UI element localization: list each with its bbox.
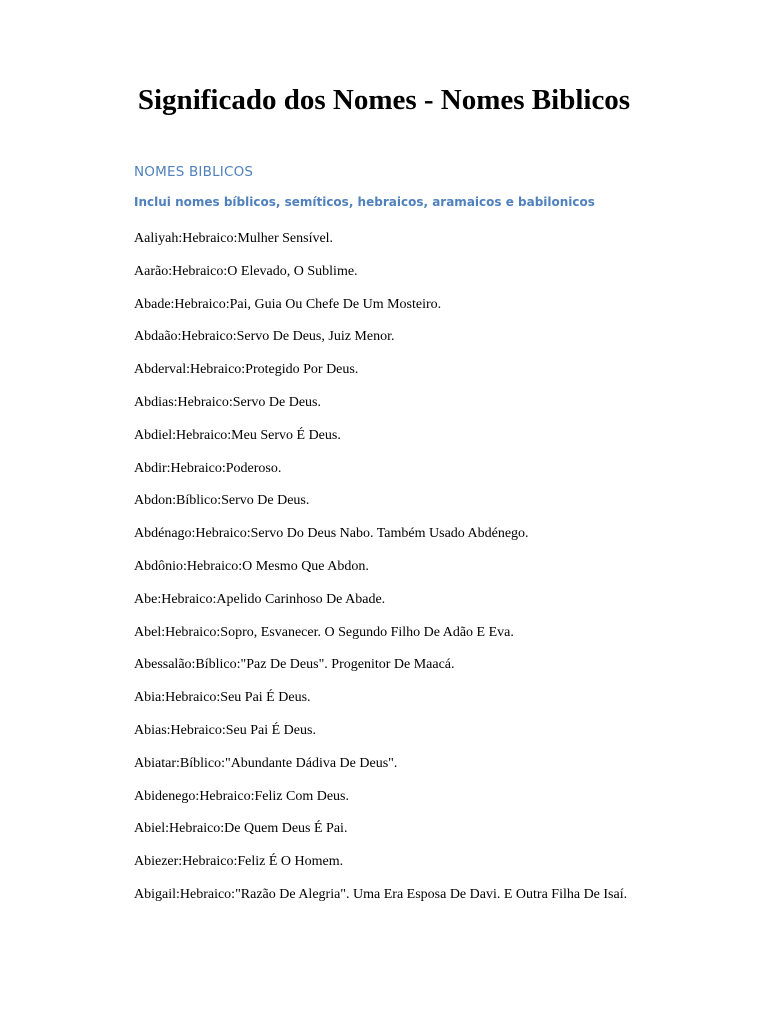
name-entry: Abdiel:Hebraico:Meu Servo É Deus. bbox=[134, 427, 341, 443]
name-entry: Abias:Hebraico:Seu Pai É Deus. bbox=[134, 722, 316, 738]
name-entry: Abiezer:Hebraico:Feliz É O Homem. bbox=[134, 854, 344, 870]
name-entry: Abdir:Hebraico:Poderoso. bbox=[134, 460, 282, 476]
name-entry: Abigail:Hebraico:"Razão De Alegria". Uma Era Esposa De Davi. E Outra Filha De Isaí. bbox=[134, 886, 628, 902]
name-entry: Abiel:Hebraico:De Quem Deus É Pai. bbox=[134, 821, 348, 837]
name-entry: Abdônio:Hebraico:O Mesmo Que Abdon. bbox=[134, 558, 369, 574]
name-entry: Abe:Hebraico:Apelido Carinhoso De Abade. bbox=[134, 591, 386, 607]
name-entry: Abdon:Bíblico:Servo De Deus. bbox=[134, 493, 310, 509]
name-entry: Aaliyah:Hebraico:Mulher Sensível. bbox=[134, 231, 334, 246]
name-entry: Aarão:Hebraico:O Elevado, O Sublime. bbox=[134, 263, 358, 279]
name-entry: Abessalão:Bíblico:"Paz De Deus". Progenitor De Maacá. bbox=[134, 657, 455, 673]
name-entry: Abia:Hebraico:Seu Pai É Deus. bbox=[134, 690, 311, 706]
name-entry-list bbox=[134, 229, 694, 918]
name-entry: Abdaão:Hebraico:Servo De Deus, Juiz Menor. bbox=[134, 329, 395, 345]
name-entry: Abel:Hebraico:Sopro, Esvanecer. O Segundo Filho De Adão E Eva. bbox=[134, 624, 514, 640]
name-entry: Abdias:Hebraico:Servo De Deus. bbox=[134, 394, 322, 410]
name-entry: Abiatar:Bíblico:"Abundante Dádiva De Deus". bbox=[134, 755, 398, 771]
name-entry: Abderval:Hebraico:Protegido Por Deus. bbox=[134, 362, 359, 378]
name-entry: Abidenego:Hebraico:Feliz Com Deus. bbox=[134, 788, 350, 804]
page-title: Significado dos Nomes - Nomes Biblicos bbox=[137, 84, 631, 116]
name-entry: Abdénago:Hebraico:Servo Do Deus Nabo. Também Usado Abdénego. bbox=[134, 526, 529, 542]
sub-heading: Inclui nomes bíblicos, semíticos, hebraicos, aramaicos e babilonicos bbox=[134, 195, 595, 209]
section-heading: NOMES BIBLICOS bbox=[134, 164, 254, 180]
name-entry: Abade:Hebraico:Pai, Guia Ou Chefe De Um Mosteiro. bbox=[134, 296, 442, 312]
